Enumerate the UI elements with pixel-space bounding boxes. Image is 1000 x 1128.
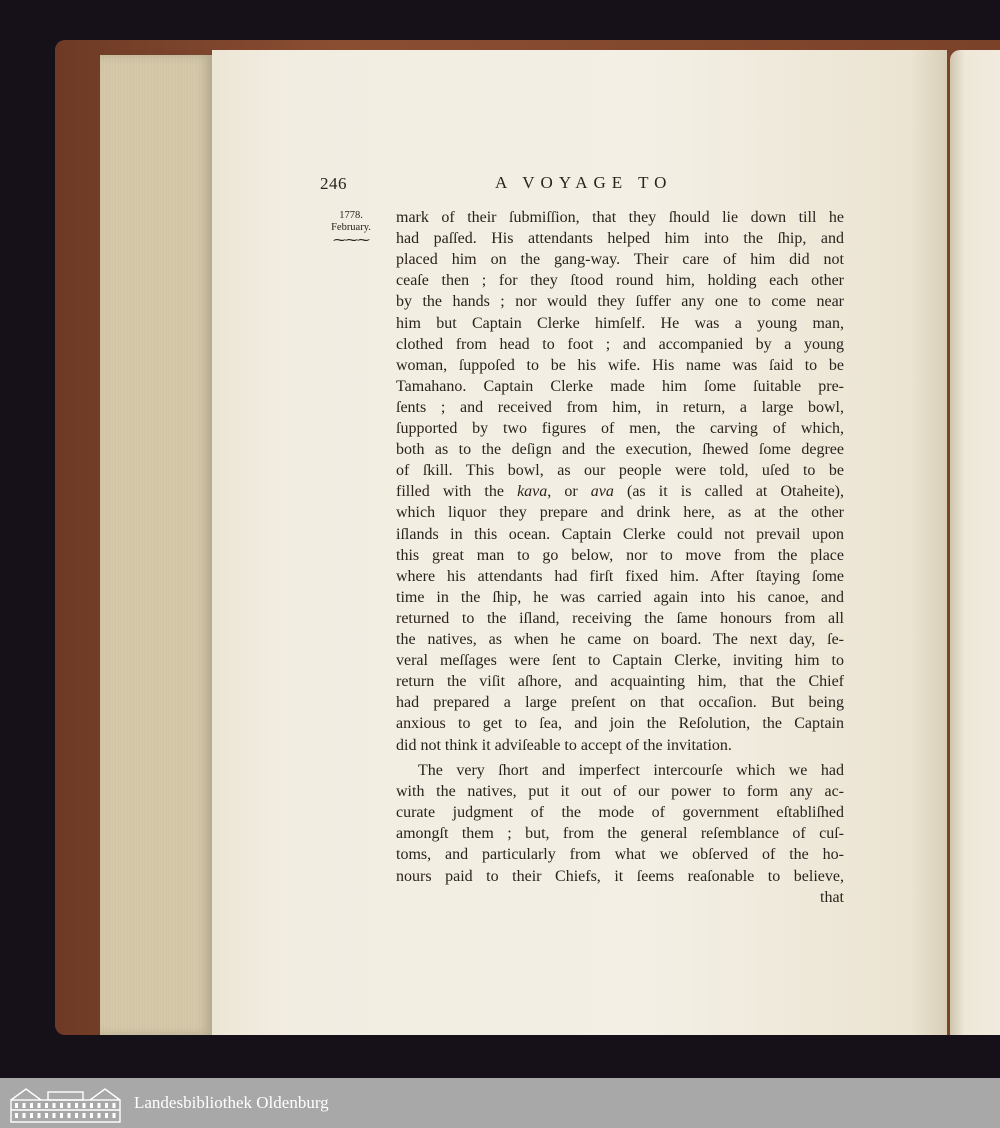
text-line: with the natives, put it out of our power to form any ac- [396, 783, 844, 801]
running-head: A VOYAGE TO [495, 173, 673, 192]
footer-bar [0, 1078, 1000, 1128]
text-line: time in the ſhip, he was carried again into his canoe, and [396, 588, 844, 606]
library-building-icon [8, 1084, 123, 1124]
text-line: veral meſſages were ſent to Captain Clerke, inviting him to [396, 652, 844, 670]
facing-page-edge [950, 50, 1000, 1035]
text-line: curate judgment of the mode of government eſtabliſhed [396, 804, 844, 822]
text-line: anxious to get to ſea, and join the Reſolution, the Captain [396, 715, 844, 733]
margin-note-month: February. [331, 222, 371, 233]
text-line: had paſſed. His attendants helped him into the ſhip, and [396, 230, 844, 248]
text-line: placed him on the gang-way. Their care of him did not [396, 251, 844, 269]
text-line: nours paid to their Chiefs, it ſeems reaſonable to believe, [396, 867, 844, 885]
margin-note [320, 210, 382, 246]
text-line: amongſt them ; but, from the general reſemblance of cuſ- [396, 825, 844, 843]
text-line: returned to the iſland, receiving the ſame honours from all [396, 609, 844, 627]
text-line: by the hands ; nor would they ſuffer any one to come near [396, 293, 844, 311]
text-line: clothed from head to foot ; and accompanied by a young [396, 335, 844, 353]
page-edges [100, 55, 212, 1035]
text-line: this great man to go below, nor to move from the place [396, 546, 844, 564]
text-line: did not think it adviſeable to accept of the invitation. [396, 736, 732, 754]
text-line: ſupported by two figures of men, the carving of which, [396, 420, 844, 437]
text-line: which liquor they prepare and drink here, as at the other [396, 504, 844, 522]
text-line: ſents ; and received from him, in return, a large bowl, [396, 398, 844, 416]
text-line: return the viſit aſhore, and acquainting him, that the Chief [396, 673, 844, 691]
text-line: the natives, as when he came on board. The next day, ſe- [396, 631, 844, 648]
text-line: woman, ſuppoſed to be his wife. His name was ſaid to be [396, 356, 844, 374]
library-name: Landesbibliothek Oldenburg [134, 1093, 329, 1112]
text-line: had prepared a large preſent on that occaſion. But being [396, 694, 844, 712]
margin-note-year: 1778. [339, 210, 363, 221]
text-line: mark of their ſubmiſſion, that they ſhould lie down till he [396, 209, 844, 226]
page-number: 246 [320, 174, 347, 193]
text-line: of ſkill. This bowl, as our people were told, uſed to be [396, 462, 844, 480]
text-line: where his attendants had firſt fixed him. After ſtaying ſome [396, 567, 844, 585]
flourish-ornament: ⁓⁓⁓ [333, 232, 369, 247]
text-line: filled with the kava, or ava (as it is called at Otaheite), [396, 483, 844, 501]
text-line: Tamahano. Captain Clerke made him ſome ſuitable pre- [396, 377, 844, 395]
text-line: The very ſhort and imperfect intercourſe which we had [418, 762, 844, 779]
catchword: that [820, 888, 844, 906]
text-line: both as to the deſign and the execution, ſhewed ſome degree [396, 441, 844, 459]
text-line: iſlands in this ocean. Captain Clerke could not prevail upon [396, 525, 844, 543]
text-line: ceaſe then ; for they ſtood round him, holding each other [396, 272, 844, 290]
text-line: toms, and particularly from what we obſerved of the ho- [396, 846, 844, 864]
text-line: him but Captain Clerke himſelf. He was a young man, [396, 314, 844, 332]
